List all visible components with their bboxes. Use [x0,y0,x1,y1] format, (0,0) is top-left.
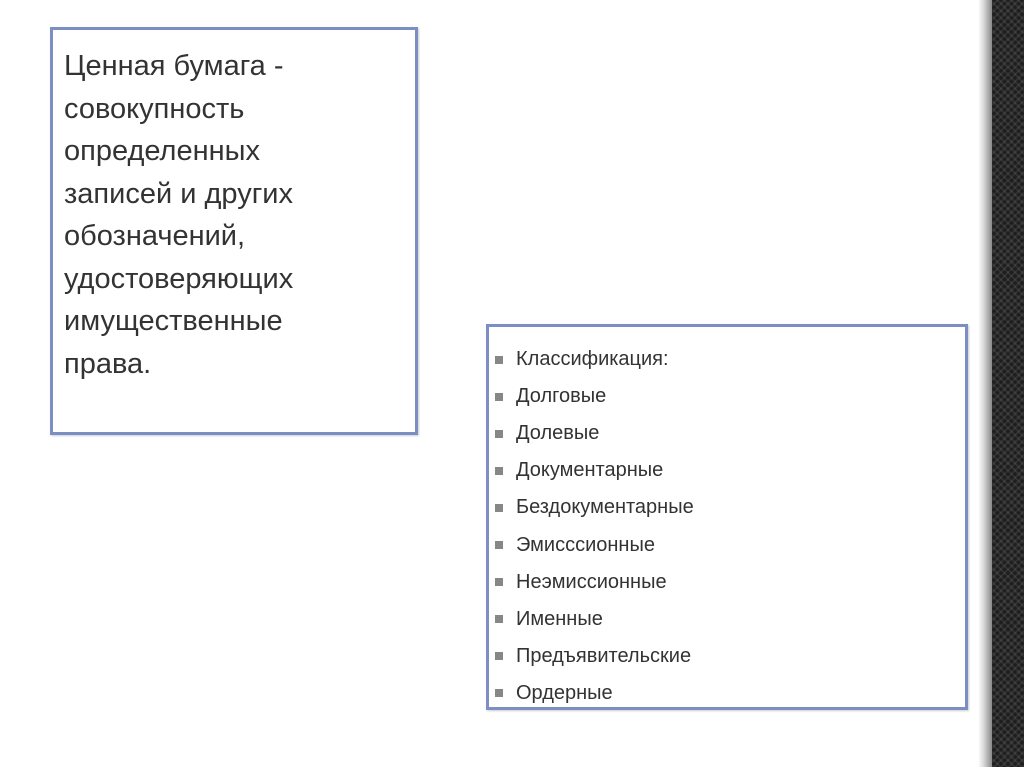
square-bullet-icon [495,393,503,401]
list-item-label: Эмисссионные [516,533,655,556]
definition-line: имущественные [64,305,283,337]
definition-line: совокупность [64,92,245,125]
list-item-label: Бездокументарные [516,496,694,519]
definition-line: записей и других [64,177,293,210]
list-item [495,415,965,452]
list-item [495,452,965,489]
square-bullet-icon [495,356,503,364]
square-bullet-icon [495,541,503,549]
list-item [495,526,965,563]
list-item-label: Документарные [516,459,664,482]
square-bullet-icon [495,430,503,438]
classification-list [495,341,965,712]
classification-heading: Классификация: [516,348,669,371]
list-item [495,341,965,378]
definition-line: обозначений, [64,220,246,252]
square-bullet-icon [495,578,503,586]
definition-text [64,45,405,385]
definition-box [50,27,418,435]
list-item [495,638,965,675]
square-bullet-icon [495,504,503,512]
definition-line: права. [64,347,152,380]
list-item-label: Предъявительские [516,644,692,667]
list-item-label: Неэмиссионные [516,570,667,593]
definition-line: Ценная бумага - [64,50,284,82]
list-item [495,489,965,526]
list-item-label: Ордерные [516,681,613,704]
square-bullet-icon [495,615,503,623]
definition-line: определенных [64,135,260,167]
page-edge-background [992,0,1024,767]
list-item-label: Именные [516,607,603,630]
page-edge-shadow [978,0,992,767]
square-bullet-icon [495,652,503,660]
classification-box [486,324,968,710]
list-item [495,675,965,712]
list-item-label: Долговые [516,385,607,408]
list-item-label: Долевые [516,422,600,445]
definition-line: удостоверяющих [64,262,294,295]
list-item [495,378,965,415]
list-item [495,601,965,638]
square-bullet-icon [495,689,503,697]
square-bullet-icon [495,467,503,475]
list-item [495,564,965,601]
